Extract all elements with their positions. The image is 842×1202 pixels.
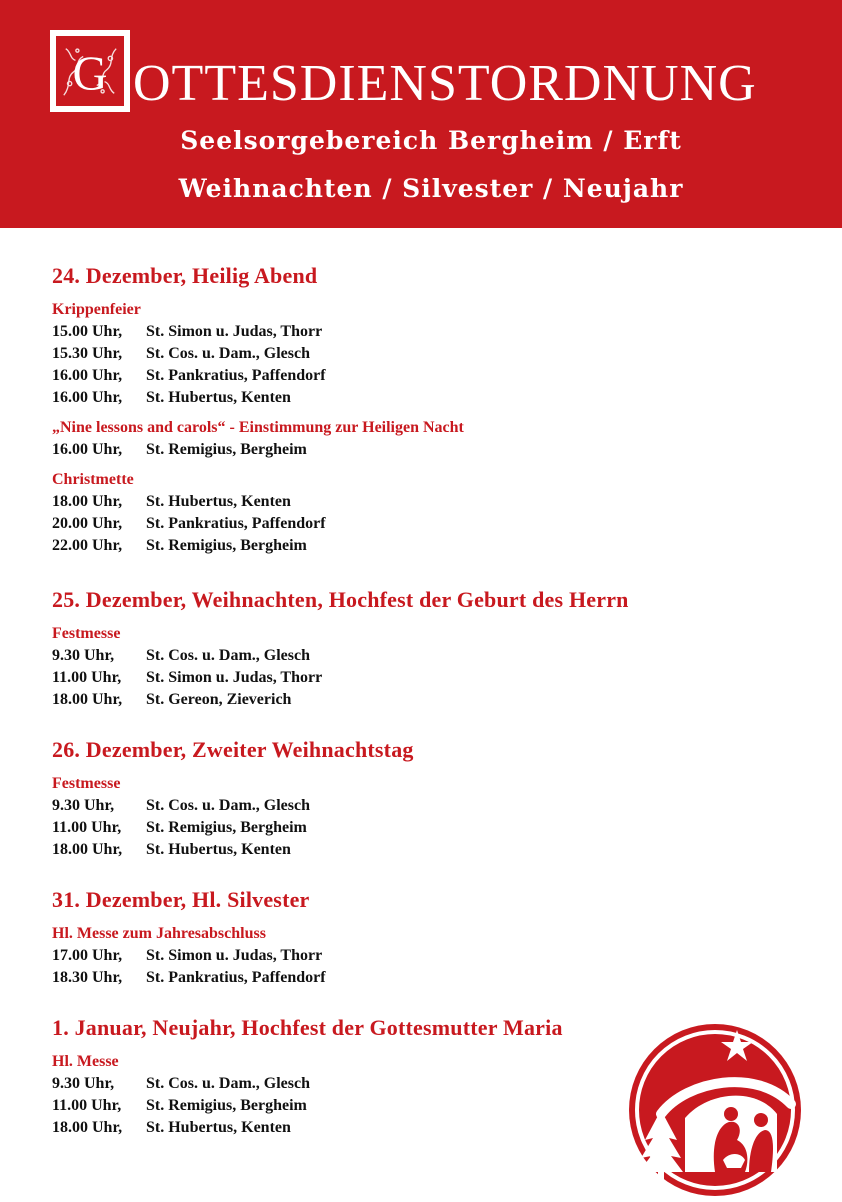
service-church: St. Hubertus, Kenten (146, 389, 291, 406)
service-group (52, 923, 752, 989)
nativity-scene-icon (627, 1022, 803, 1198)
service-time: 18.30 Uhr, (52, 969, 123, 986)
day-heading: 25. Dezember, Weihnachten, Hochfest der Geburt des Herrn (52, 587, 629, 612)
service-time: 18.00 Uhr, (52, 841, 123, 858)
service-time: 18.00 Uhr, (52, 691, 123, 708)
service-row (52, 817, 752, 839)
service-row (52, 321, 752, 343)
service-row (52, 439, 752, 461)
service-title: Festmesse (52, 625, 121, 642)
service-church: St. Remigius, Bergheim (146, 1097, 307, 1114)
page-title: OTTESDIENSTORDNUNG (133, 55, 757, 112)
service-church: St. Hubertus, Kenten (146, 1119, 291, 1136)
service-church: St. Cos. u. Dam., Glesch (146, 647, 311, 664)
service-time: 11.00 Uhr, (52, 669, 122, 686)
service-church: St. Pankratius, Paffendorf (146, 515, 326, 532)
section-weihnachten (52, 587, 752, 711)
service-row (52, 967, 752, 989)
service-church: St. Hubertus, Kenten (146, 841, 291, 858)
service-time: 15.30 Uhr, (52, 345, 123, 362)
service-church: St. Pankratius, Paffendorf (146, 367, 326, 384)
service-church: St. Gereon, Zieverich (146, 691, 292, 708)
service-time: 16.00 Uhr, (52, 441, 123, 458)
service-title: Hl. Messe zum Jahresabschluss (52, 925, 266, 942)
service-time: 15.00 Uhr, (52, 323, 123, 340)
service-church: St. Remigius, Bergheim (146, 537, 307, 554)
header-banner (0, 0, 842, 228)
service-church: St. Cos. u. Dam., Glesch (146, 1075, 311, 1092)
day-heading: 24. Dezember, Heilig Abend (52, 263, 318, 288)
day-heading: 1. Januar, Neujahr, Hochfest der Gottesmutter Maria (52, 1015, 563, 1040)
service-group (52, 469, 752, 557)
service-time: 18.00 Uhr, (52, 493, 123, 510)
service-group (52, 623, 752, 711)
service-title: Krippenfeier (52, 301, 141, 318)
service-church: St. Simon u. Judas, Thorr (146, 947, 323, 964)
service-time: 17.00 Uhr, (52, 947, 123, 964)
service-time: 11.00 Uhr, (52, 1097, 122, 1114)
section-zweiter-weihnachtstag (52, 737, 752, 861)
service-church: St. Hubertus, Kenten (146, 493, 291, 510)
svg-text:G: G (72, 47, 108, 101)
service-row (52, 513, 752, 535)
service-time: 9.30 Uhr, (52, 1075, 115, 1092)
service-row (52, 795, 752, 817)
service-church: St. Cos. u. Dam., Glesch (146, 797, 311, 814)
service-time: 20.00 Uhr, (52, 515, 123, 532)
service-church: St. Simon u. Judas, Thorr (146, 669, 323, 686)
section-silvester (52, 887, 752, 989)
service-group (52, 773, 752, 861)
service-church: St. Remigius, Bergheim (146, 819, 307, 836)
service-row (52, 667, 752, 689)
service-row (52, 839, 752, 861)
service-time: 18.00 Uhr, (52, 1119, 123, 1136)
service-title: Festmesse (52, 775, 121, 792)
service-group (52, 299, 752, 409)
service-time: 22.00 Uhr, (52, 537, 123, 554)
service-row (52, 689, 752, 711)
service-time: 16.00 Uhr, (52, 367, 123, 384)
subtitle-parish: Seelsorgebereich Bergheim / Erft (180, 126, 682, 155)
day-heading: 26. Dezember, Zweiter Weihnachtstag (52, 737, 414, 762)
service-time: 9.30 Uhr, (52, 797, 115, 814)
service-title: Christmette (52, 471, 134, 488)
service-row (52, 365, 752, 387)
service-church: St. Pankratius, Paffendorf (146, 969, 326, 986)
service-church: St. Remigius, Bergheim (146, 441, 307, 458)
service-row (52, 945, 752, 967)
ornate-initial-g-icon (50, 30, 130, 112)
service-row (52, 491, 752, 513)
service-time: 16.00 Uhr, (52, 389, 123, 406)
service-title: „Nine lessons and carols“ - Einstimmung zur Heiligen Nacht (52, 419, 464, 436)
section-heilig-abend (52, 263, 752, 557)
service-time: 9.30 Uhr, (52, 647, 115, 664)
service-row (52, 535, 752, 557)
service-time: 11.00 Uhr, (52, 819, 122, 836)
service-row (52, 387, 752, 409)
service-row (52, 343, 752, 365)
subtitle-occasion: Weihnachten / Silvester / Neujahr (178, 174, 684, 203)
service-church: St. Cos. u. Dam., Glesch (146, 345, 311, 362)
service-group (52, 417, 752, 461)
day-heading: 31. Dezember, Hl. Silvester (52, 887, 310, 912)
service-title: Hl. Messe (52, 1053, 119, 1070)
service-church: St. Simon u. Judas, Thorr (146, 323, 323, 340)
service-row (52, 645, 752, 667)
